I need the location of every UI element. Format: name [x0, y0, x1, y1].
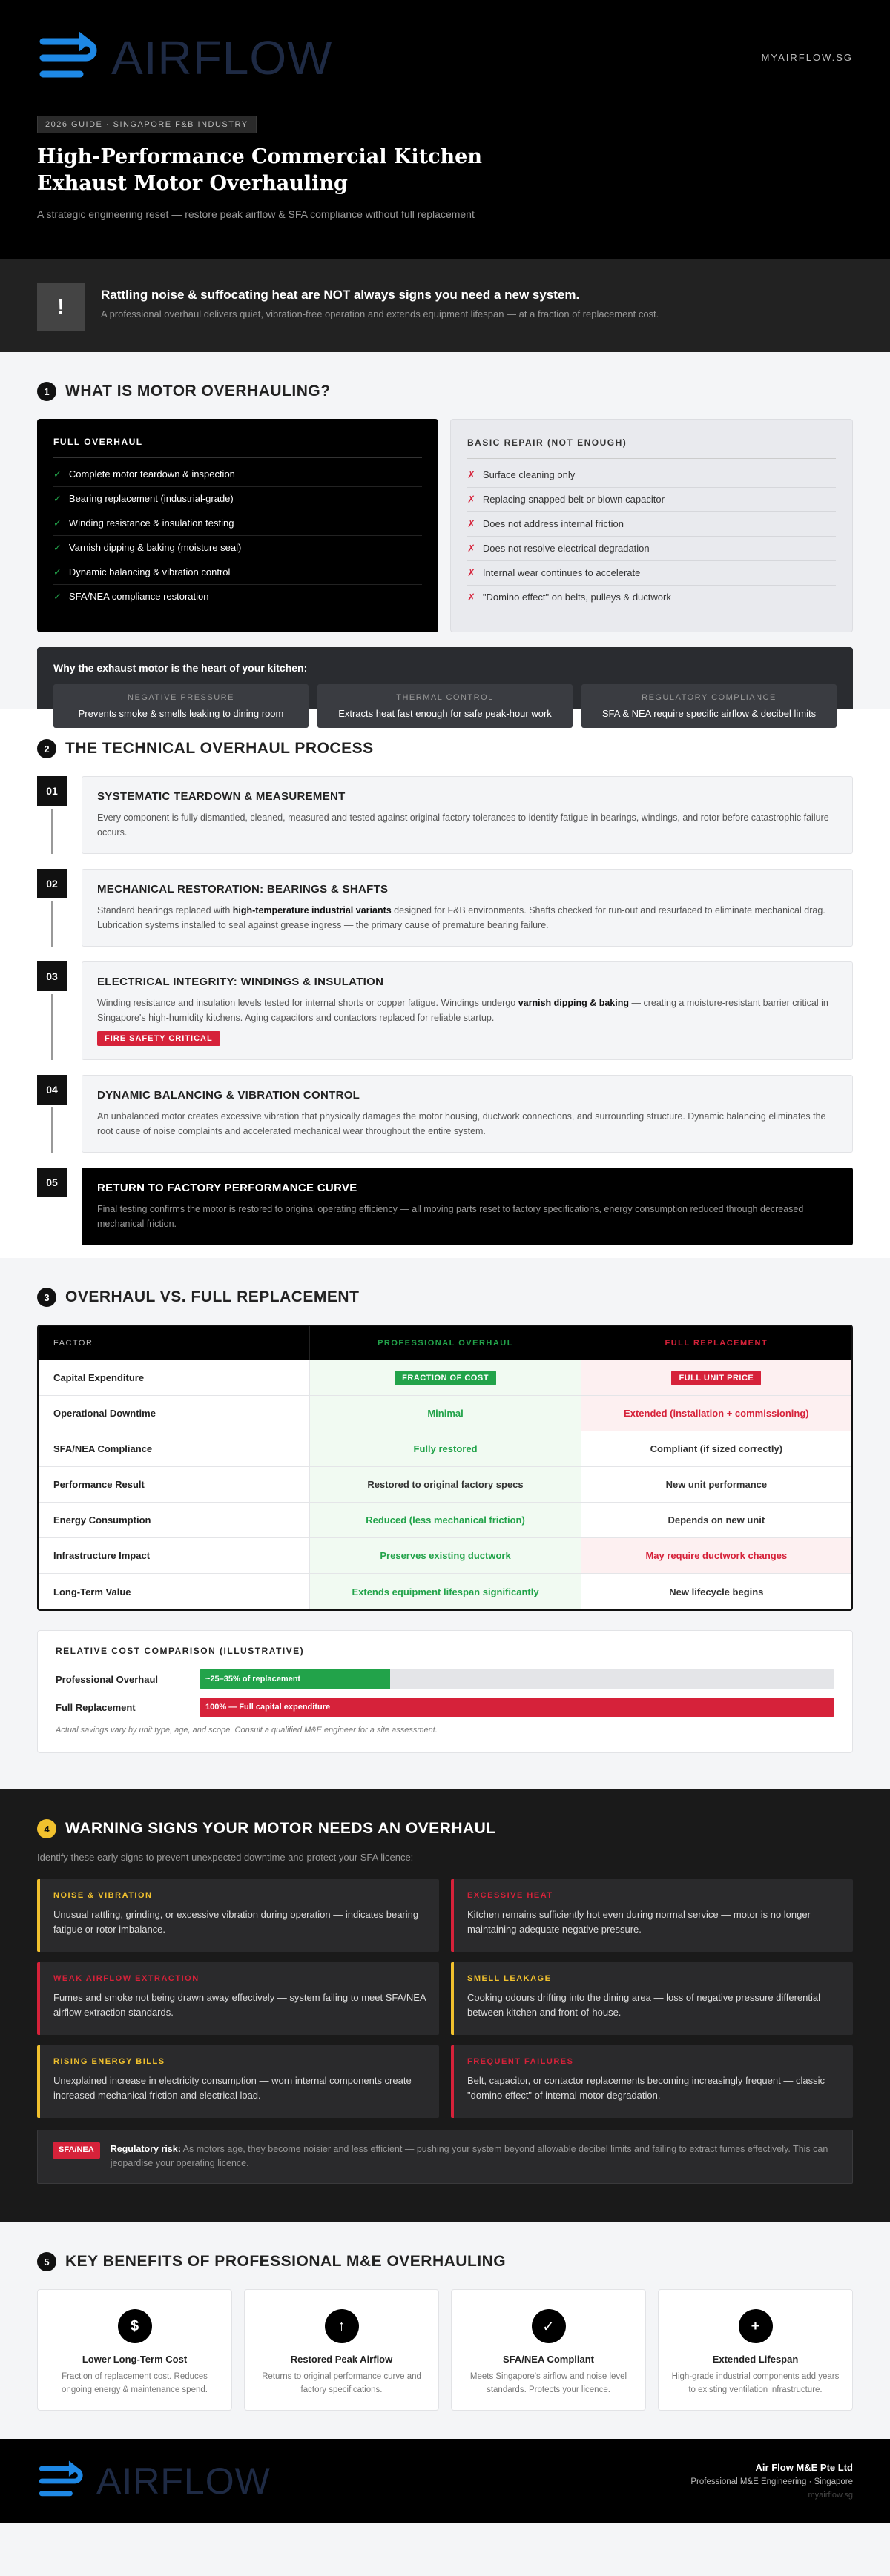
cell-replacement — [581, 1396, 851, 1431]
check-icon: ✓ — [532, 2309, 566, 2343]
benefit-card — [244, 2289, 439, 2411]
full-unit-price-badge: FULL UNIT PRICE — [671, 1371, 761, 1385]
warning-description: Cooking odours drifting into the dining area — loss of negative pressure differential between kitchen and front-of-house. — [467, 1992, 820, 2019]
cell-overhaul-text: Restored to original factory specs — [367, 1479, 524, 1490]
basic-item — [467, 586, 836, 609]
heart-cell — [581, 684, 837, 728]
step-connector — [51, 994, 53, 1060]
warning-title: SMELL LEAKAGE — [467, 1974, 552, 1983]
basic-item-label: Surface cleaning only — [482, 469, 576, 480]
section-title: OVERHAUL VS. FULL REPLACEMENT — [65, 1288, 360, 1305]
basic-item-label: "Domino effect" on belts, pulleys & ductwork — [482, 592, 671, 603]
section-title: WHAT IS MOTOR OVERHAULING? — [65, 383, 331, 400]
plus-icon: + — [739, 2309, 773, 2343]
section-overhaul-process — [0, 709, 890, 1258]
full-overhaul-heading: FULL OVERHAUL — [53, 437, 422, 458]
warning-card — [451, 2045, 853, 2118]
footer — [0, 2439, 890, 2523]
heart-cell-key: THERMAL CONTROL — [396, 693, 494, 702]
alert-description: A professional overhaul delivers quiet, vibration-free operation and extends equipment lifespan — at a fraction of replacement cost. — [101, 308, 659, 319]
warning-description: Belt, capacitor, or contactor replacements becoming increasingly frequent — classic "domino effect" of internal motor degradation. — [467, 2075, 825, 2102]
cell-factor: SFA/NEA Compliance — [53, 1443, 153, 1454]
cell-replacement — [581, 1503, 851, 1537]
section-number: 5 — [37, 2252, 56, 2271]
cost-bar-track — [200, 1698, 834, 1717]
full-item-label: Dynamic balancing & vibration control — [68, 566, 231, 577]
warning-title: RISING ENERGY BILLS — [53, 2057, 165, 2066]
step-desc-part: Winding resistance and insulation levels tested for internal shorts or copper fatigue. Windings undergo — [97, 998, 518, 1008]
comparison-table — [37, 1325, 853, 1611]
step-number-column — [37, 1168, 67, 1245]
check-icon: ✓ — [53, 517, 62, 529]
step-desc-emphasis: varnish dipping & baking — [518, 998, 630, 1008]
cell-overhaul — [309, 1431, 580, 1466]
footer-logo[interactable] — [37, 2460, 271, 2503]
section-warning-signs — [0, 1789, 890, 2222]
col-header-overhaul: PROFESSIONAL OVERHAUL — [309, 1326, 580, 1360]
footer-subtitle: Professional M&E Engineering · Singapore — [690, 2477, 853, 2486]
cell-replacement-text: Compliant (if sized correctly) — [650, 1443, 783, 1454]
step-number-column — [37, 1075, 67, 1153]
regulatory-risk-note — [37, 2130, 853, 2184]
col-header-factor: FACTOR — [53, 1338, 93, 1348]
cost-comparison-title: RELATIVE COST COMPARISON (ILLUSTRATIVE) — [56, 1646, 305, 1656]
step-number-column — [37, 961, 67, 1060]
section-number: 4 — [37, 1819, 56, 1838]
step-title: DYNAMIC BALANCING & VIBRATION CONTROL — [97, 1089, 360, 1102]
step-description — [97, 996, 837, 1025]
basic-item-label: Does not address internal friction — [482, 518, 624, 529]
heart-cell-key: NEGATIVE PRESSURE — [128, 693, 234, 702]
step-title: RETURN TO FACTORY PERFORMANCE CURVE — [97, 1182, 357, 1194]
cost-bar-fill: ~25–35% of replacement — [200, 1669, 390, 1689]
step-title: ELECTRICAL INTEGRITY: WINDINGS & INSULATION — [97, 976, 384, 988]
benefit-card — [451, 2289, 646, 2411]
warning-title: WEAK AIRFLOW EXTRACTION — [53, 1974, 200, 1983]
cross-icon: ✗ — [467, 469, 475, 480]
brand-logo[interactable] — [37, 30, 333, 86]
step-card — [82, 961, 853, 1060]
benefit-description: High-grade industrial components add years to existing ventilation infrastructure. — [671, 2372, 840, 2394]
table-header-row — [39, 1326, 851, 1360]
regulatory-text — [111, 2142, 837, 2171]
cell-overhaul-text: Fully restored — [413, 1443, 478, 1454]
step-connector — [51, 901, 53, 947]
step-description: Every component is fully dismantled, cleaned, measured and tested against original factory tolerances to identify fatigue in bearings, windings, and rotor before catastrophic failure occurs. — [97, 812, 829, 838]
basic-item — [467, 561, 836, 586]
cell-overhaul — [309, 1538, 580, 1573]
page-title-line-2: Exhaust Motor Overhauling — [37, 172, 348, 196]
cell-overhaul — [309, 1503, 580, 1537]
cost-bar-track — [200, 1669, 834, 1689]
check-icon: ✓ — [53, 542, 62, 553]
full-item — [53, 585, 422, 609]
table-row — [39, 1538, 851, 1574]
heart-cell — [317, 684, 573, 728]
section-key-benefits — [0, 2222, 890, 2439]
cell-factor: Capital Expenditure — [53, 1372, 145, 1383]
cross-icon: ✗ — [467, 592, 475, 603]
basic-item-label: Internal wear continues to accelerate — [482, 567, 641, 578]
step-title: MECHANICAL RESTORATION: BEARINGS & SHAFTS — [97, 883, 389, 895]
benefit-title: SFA/NEA Compliant — [502, 2354, 595, 2365]
cost-note: Actual savings vary by unit type, age, and scope. Consult a qualified M&E engineer for a site assessment. — [56, 1726, 438, 1735]
benefit-card — [37, 2289, 232, 2411]
step-card — [82, 1168, 853, 1245]
cost-bar-label: Full Replacement — [56, 1701, 136, 1713]
section-title: WARNING SIGNS YOUR MOTOR NEEDS AN OVERHAUL — [65, 1820, 496, 1837]
warning-description: Unusual rattling, grinding, or excessive vibration during operation — indicates bearing fatigue or rotor imbalance. — [53, 1909, 419, 1936]
warning-card — [37, 2045, 439, 2118]
cost-bar-row — [56, 1698, 834, 1717]
step-desc-part: designed for F&B environments. Shafts checked for run-out and resurfaced to eliminate mechanical drag. Lubrication systems installed to seal against grease ingress — the primary cause of premature bearing failure. — [97, 905, 825, 930]
process-step — [37, 1168, 853, 1245]
cell-overhaul-text: Reduced (less mechanical friction) — [366, 1514, 525, 1526]
section-what-is-overhauling — [0, 352, 890, 719]
cell-replacement — [581, 1360, 851, 1395]
cell-factor: Performance Result — [53, 1479, 145, 1490]
full-item — [53, 536, 422, 560]
step-desc-part: Standard bearings replaced with — [97, 905, 233, 915]
heart-cell-value: Prevents smoke & smells leaking to dining room — [78, 708, 284, 719]
site-link[interactable]: MYAIRFLOW.SG — [761, 52, 853, 63]
full-overhaul-card — [37, 419, 438, 632]
full-item-label: SFA/NEA compliance restoration — [68, 591, 209, 602]
step-description: Final testing confirms the motor is restored to original operating efficiency — all moving parts reset to factory specifications, energy consumption reduced through decreased mechanical friction. — [97, 1204, 804, 1229]
basic-repair-heading: BASIC REPAIR (NOT ENOUGH) — [467, 437, 836, 459]
cell-overhaul-text: Extends equipment lifespan significantly — [352, 1586, 539, 1597]
warning-title: NOISE & VIBRATION — [53, 1891, 153, 1900]
full-item-label: Varnish dipping & baking (moisture seal) — [68, 542, 242, 553]
cross-icon: ✗ — [467, 567, 475, 578]
benefit-title: Extended Lifespan — [712, 2354, 799, 2365]
basic-item — [467, 537, 836, 561]
table-row — [39, 1574, 851, 1609]
warning-description: Fumes and smoke not being drawn away effectively — system failing to meet SFA/NEA airflow extraction standards. — [53, 1992, 426, 2019]
cost-bar-fill: 100% — Full capital expenditure — [200, 1698, 834, 1717]
section-title: THE TECHNICAL OVERHAUL PROCESS — [65, 740, 374, 757]
process-step — [37, 961, 853, 1060]
cost-comparison — [37, 1630, 853, 1753]
step-number: 01 — [37, 776, 67, 806]
heart-cell-value: Extracts heat fast enough for safe peak-hour work — [338, 708, 552, 719]
step-desc-emphasis: high-temperature industrial variants — [232, 905, 392, 915]
heart-cell — [53, 684, 309, 728]
step-card — [82, 869, 853, 947]
basic-item-label: Does not resolve electrical degradation — [482, 543, 650, 554]
step-number: 03 — [37, 961, 67, 991]
full-item — [53, 560, 422, 585]
step-connector — [51, 809, 53, 854]
cell-replacement-text: New unit performance — [665, 1479, 768, 1490]
benefit-description: Meets Singapore's airflow and noise level standards. Protects your licence. — [469, 2372, 627, 2394]
footer-url[interactable]: myairflow.sg — [808, 2491, 853, 2500]
heart-cell-value: SFA & NEA require specific airflow & decibel limits — [601, 708, 817, 719]
check-icon: ✓ — [53, 468, 62, 480]
warning-card — [37, 1879, 439, 1952]
col-header-replacement: FULL REPLACEMENT — [581, 1326, 851, 1360]
basic-item — [467, 488, 836, 512]
cell-factor: Long-Term Value — [53, 1586, 131, 1597]
basic-item-label: Replacing snapped belt or blown capacitor — [482, 494, 665, 505]
warning-card — [451, 1879, 853, 1952]
cell-replacement — [581, 1538, 851, 1573]
cell-replacement — [581, 1431, 851, 1466]
step-connector — [51, 1107, 53, 1153]
cell-factor: Infrastructure Impact — [53, 1550, 151, 1561]
cell-overhaul — [309, 1467, 580, 1502]
full-item — [53, 463, 422, 487]
step-number: 04 — [37, 1075, 67, 1105]
cell-replacement-text: Extended (installation + commissioning) — [624, 1408, 809, 1419]
cell-factor: Operational Downtime — [53, 1408, 156, 1419]
step-number-column — [37, 869, 67, 947]
cell-overhaul — [309, 1574, 580, 1609]
benefit-title: Lower Long-Term Cost — [82, 2354, 188, 2365]
basic-item — [467, 463, 836, 488]
check-icon: ✓ — [53, 591, 62, 602]
warning-intro: Identify these early signs to prevent unexpected downtime and protect your SFA licence: — [37, 1852, 414, 1863]
cross-icon: ✗ — [467, 494, 475, 505]
step-number: 05 — [37, 1168, 67, 1197]
section-number: 1 — [37, 382, 56, 401]
section-number: 2 — [37, 739, 56, 758]
alert-banner — [0, 259, 890, 352]
cell-replacement-text: Depends on new unit — [668, 1514, 765, 1526]
step-number-column — [37, 776, 67, 854]
table-row — [39, 1396, 851, 1431]
heart-cell-key: REGULATORY COMPLIANCE — [642, 693, 777, 702]
page-subtitle: A strategic engineering reset — restore peak airflow & SFA compliance without full replacement — [37, 208, 475, 220]
regulatory-label: Regulatory risk: — [110, 2144, 181, 2154]
process-step — [37, 869, 853, 947]
warning-card — [37, 1962, 439, 2035]
warning-description: Unexplained increase in electricity consumption — worn internal components create increased mechanical friction and electrical load. — [53, 2075, 412, 2102]
cell-replacement-text: May require ductwork changes — [645, 1550, 788, 1561]
step-title: SYSTEMATIC TEARDOWN & MEASUREMENT — [97, 790, 346, 803]
full-item-label: Bearing replacement (industrial-grade) — [68, 493, 234, 504]
section-title: KEY BENEFITS OF PROFESSIONAL M&E OVERHAULING — [65, 2253, 507, 2270]
full-item-label: Winding resistance & insulation testing — [68, 517, 234, 529]
table-row — [39, 1431, 851, 1467]
page-title-line-1: High-Performance Commercial Kitchen — [37, 145, 482, 168]
footer-company: Air Flow M&E Pte Ltd — [755, 2462, 853, 2473]
airflow-logo-icon — [37, 2460, 86, 2503]
step-description: An unbalanced motor creates excessive vibration that physically damages the motor housing, ductwork connections, and surrounding structure. Dynamic balancing eliminates the root cause of noise complaints and accelerated mechanical wear throughout the entire system. — [97, 1111, 826, 1136]
process-step — [37, 1075, 853, 1153]
step-card — [82, 1075, 853, 1153]
airflow-logo-icon — [37, 30, 101, 86]
warning-title: FREQUENT FAILURES — [467, 2057, 574, 2066]
cell-replacement — [581, 1574, 851, 1609]
cross-icon: ✗ — [467, 543, 475, 554]
step-number: 02 — [37, 869, 67, 898]
table-row — [39, 1360, 851, 1396]
hero-header — [0, 0, 890, 259]
cell-factor: Energy Consumption — [53, 1514, 151, 1526]
fire-safety-badge: FIRE SAFETY CRITICAL — [97, 1031, 220, 1046]
hero-top-bar — [37, 30, 853, 96]
benefit-card — [658, 2289, 853, 2411]
warning-title: EXCESSIVE HEAT — [467, 1891, 553, 1900]
cell-replacement-text: New lifecycle begins — [669, 1586, 764, 1597]
table-row — [39, 1467, 851, 1503]
basic-repair-card — [450, 419, 853, 632]
dollar-icon: $ — [118, 2309, 152, 2343]
cell-overhaul — [309, 1396, 580, 1431]
cross-icon: ✗ — [467, 518, 475, 529]
step-desc-part: — creating a moisture-resistant barrier critical in Singapore's high-humidity kitchens. Aging capacitors and contactors replaced for reliable startup. — [97, 998, 828, 1023]
warning-card — [451, 1962, 853, 2035]
alert-title: Rattling noise & suffocating heat are NOT always signs you need a new system. — [101, 288, 580, 302]
arrow-up-icon: ↑ — [325, 2309, 359, 2343]
alert-icon: ! — [37, 283, 85, 331]
guide-tag: 2026 GUIDE · SINGAPORE F&B INDUSTRY — [37, 116, 257, 133]
process-step — [37, 776, 853, 854]
section-overhaul-vs-replacement — [0, 1258, 890, 1789]
brand-name: AIRFLOW — [111, 30, 333, 85]
full-item — [53, 487, 422, 511]
warning-description: Kitchen remains sufficiently hot even during normal service — motor is no longer maintaining adequate negative pressure. — [467, 1909, 811, 1936]
page-title — [37, 144, 853, 198]
cell-overhaul-text: Preserves existing ductwork — [380, 1550, 511, 1561]
regulatory-badge: SFA/NEA — [53, 2142, 100, 2159]
full-item — [53, 511, 422, 536]
cell-overhaul-text: Minimal — [427, 1408, 464, 1419]
step-card — [82, 776, 853, 854]
check-icon: ✓ — [53, 493, 62, 504]
benefit-title: Restored Peak Airflow — [290, 2354, 393, 2365]
cell-overhaul — [309, 1360, 580, 1395]
step-description — [97, 903, 837, 933]
fraction-of-cost-badge: FRACTION OF COST — [395, 1371, 496, 1385]
table-row — [39, 1503, 851, 1538]
benefit-description: Fraction of replacement cost. Reduces ongoing energy & maintenance spend. — [62, 2372, 208, 2394]
heart-title: Why the exhaust motor is the heart of your kitchen: — [53, 662, 308, 674]
section-number: 3 — [37, 1288, 56, 1307]
cell-replacement — [581, 1467, 851, 1502]
check-icon: ✓ — [53, 566, 62, 577]
cost-bar-label: Professional Overhaul — [56, 1673, 158, 1685]
full-item-label: Complete motor teardown & inspection — [68, 468, 235, 480]
benefit-description: Returns to original performance curve and factory specifications. — [262, 2372, 421, 2394]
cost-bar-row — [56, 1669, 834, 1689]
basic-item — [467, 512, 836, 537]
footer-brand-name: AIRFLOW — [96, 2460, 271, 2502]
regulatory-body: As motors age, they become noisier and less efficient — pushing your system beyond allowable decibel limits and failing to extract fumes effectively. This can jeopardise your operating licence. — [110, 2144, 828, 2169]
